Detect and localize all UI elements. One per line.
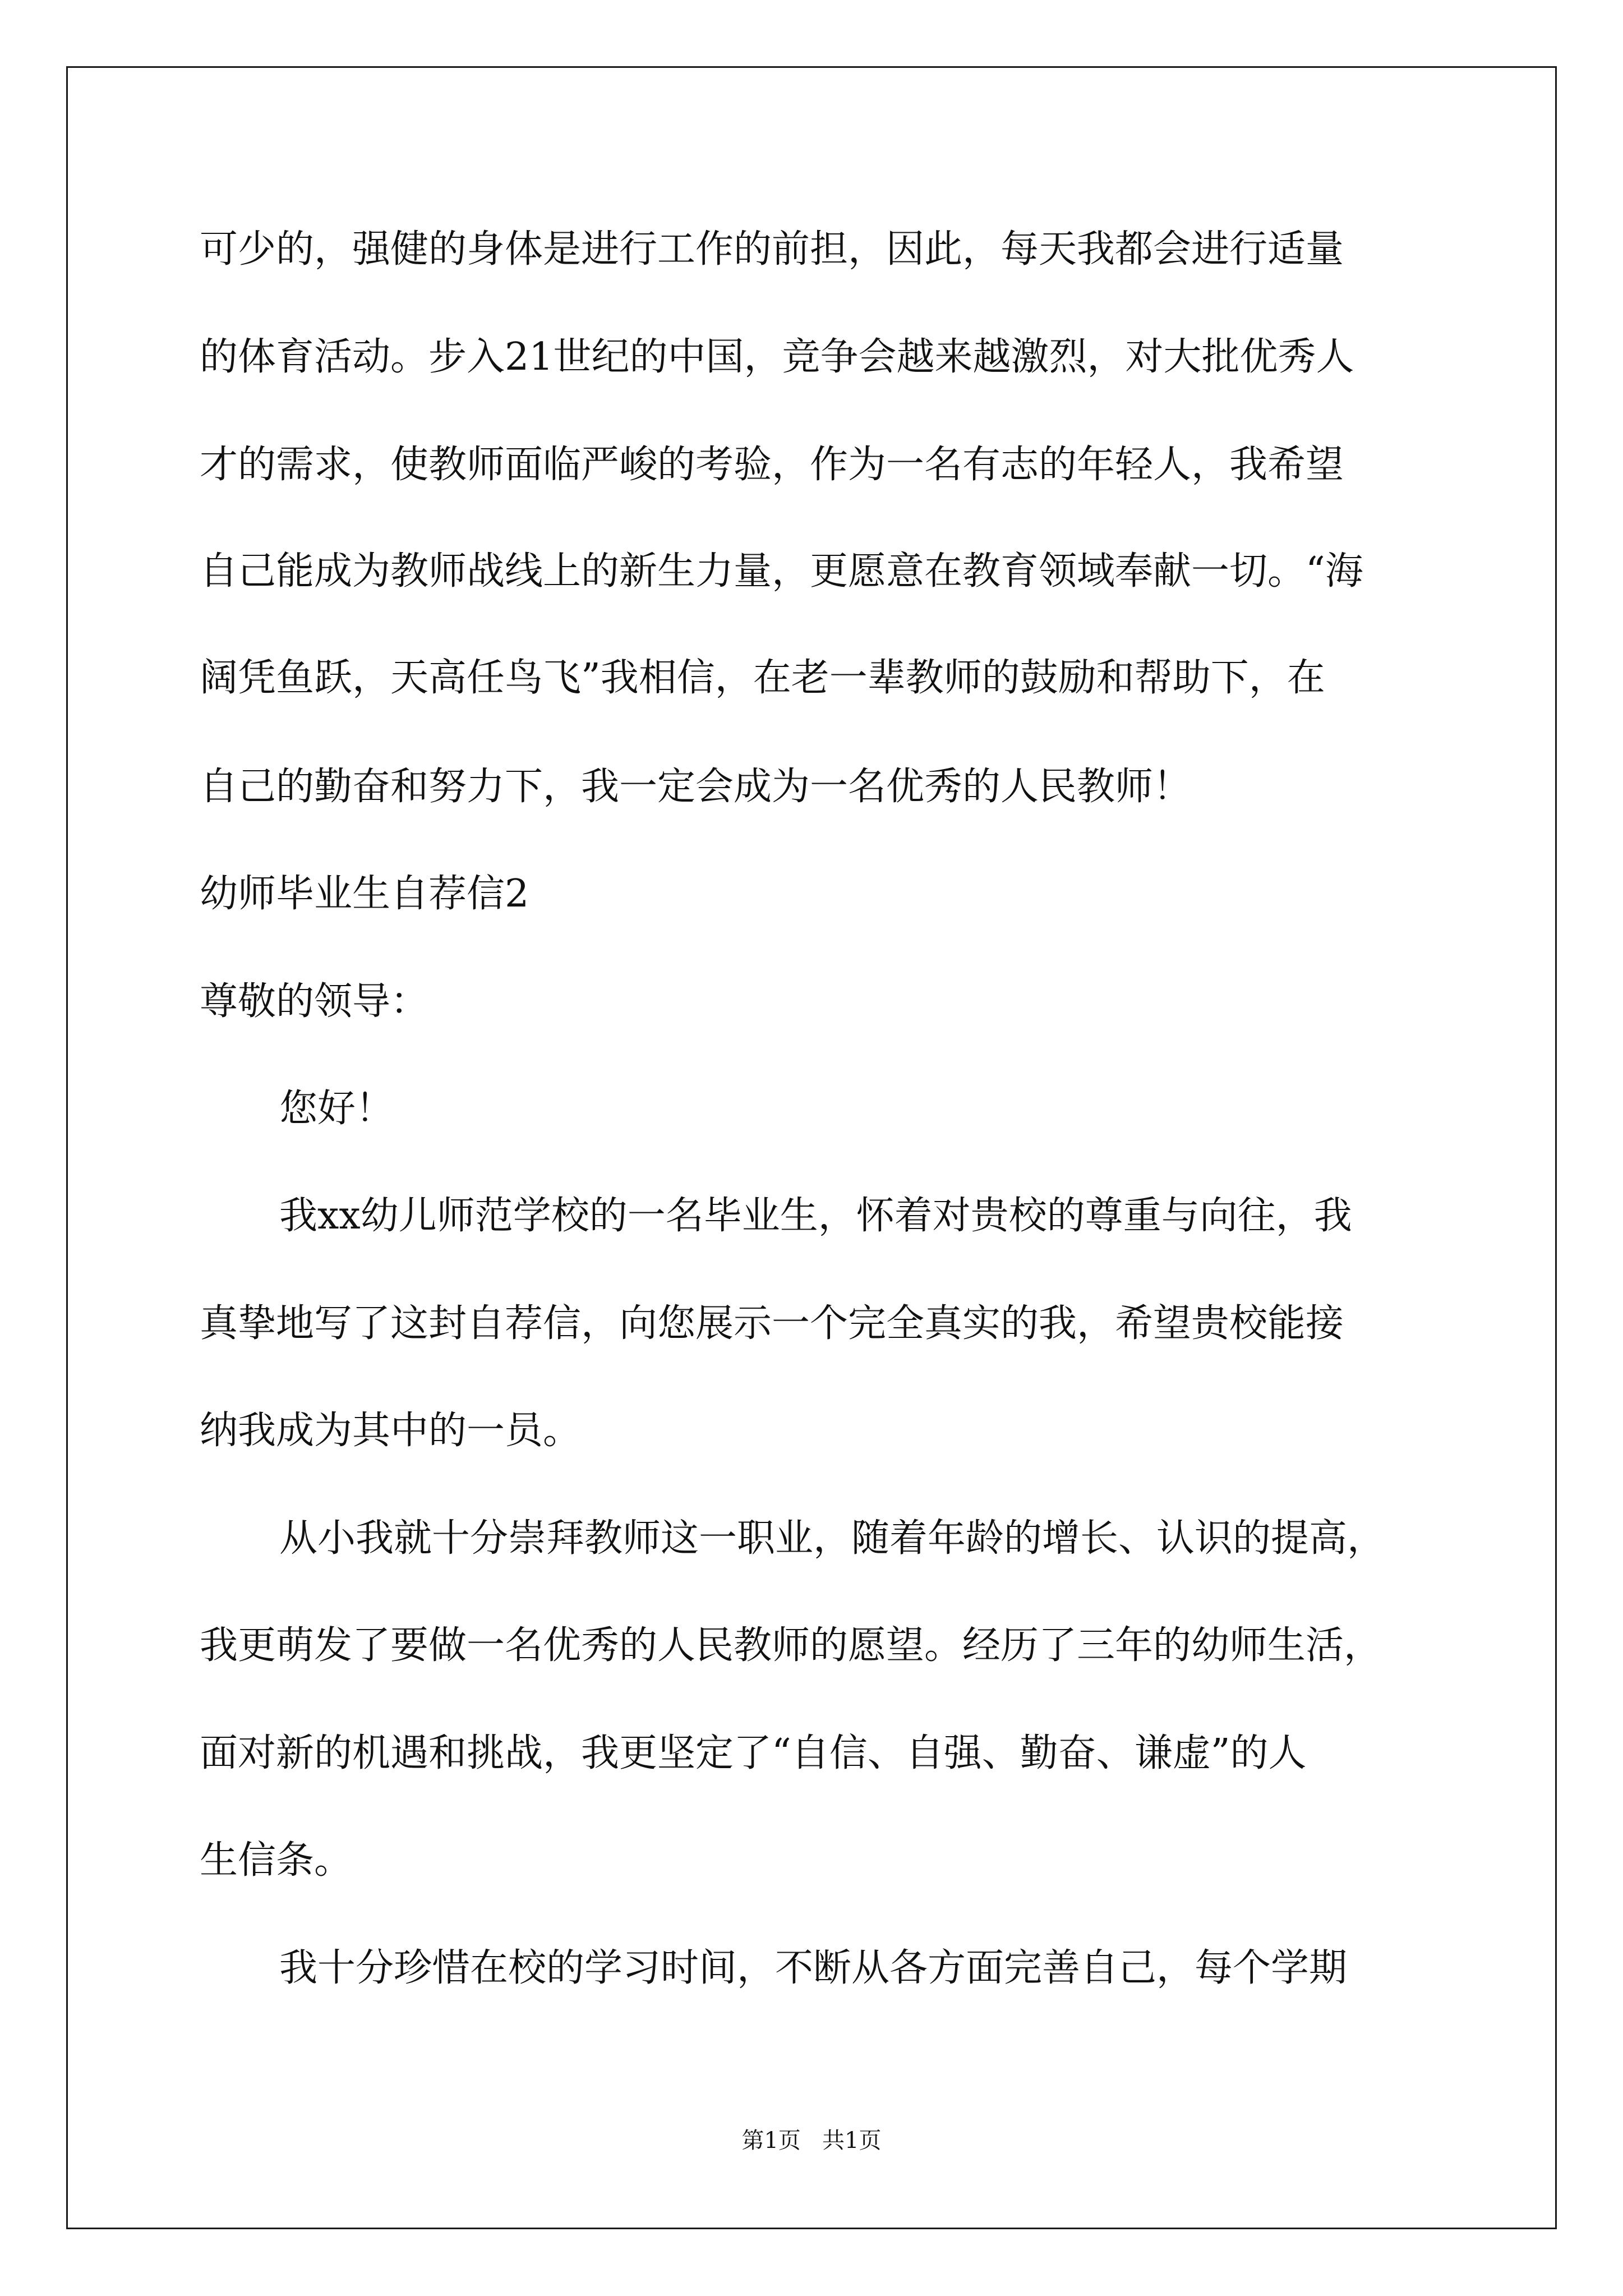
text-line-14: 我更萌发了要做一名优秀的人民教师的愿望。经历了三年的幼师生活， [200, 1623, 1382, 1668]
text-line-5: 阔凭鱼跃，天高任鸟飞”我相信，在老一辈教师的鼓励和帮助下，在 [200, 656, 1325, 700]
text-line-1: 可少的，强健的身体是进行工作的前担，因此，每天我都会进行适量 [200, 227, 1344, 272]
text-line-10: 我xx幼儿师范学校的一名毕业生，怀着对贵校的尊重与向往，我 [279, 1194, 1352, 1238]
text-line-3: 才的需求，使教师面临严峻的考验，作为一名有志的年轻人，我希望 [200, 443, 1344, 487]
section-heading: 幼师毕业生自荐信2 [200, 872, 529, 916]
text-line-4: 自己能成为教师战线上的新生力量，更愿意在教育领域奉献一切。“海 [200, 549, 1363, 593]
page-footer: 第1页 共1页 [741, 2128, 882, 2154]
text-line-6: 自己的勤奋和努力下，我一定会成为一名优秀的人民教师！ [200, 765, 1192, 809]
page-border [66, 66, 1557, 2229]
text-line-13: 从小我就十分崇拜教师这一职业，随着年龄的增长、认识的提高， [279, 1516, 1386, 1561]
text-line-12: 纳我成为其中的一员。 [200, 1409, 582, 1453]
salutation: 尊敬的领导： [200, 979, 429, 1024]
greeting: 您好！ [279, 1087, 394, 1131]
text-line-2: 的体育活动。步入21世纪的中国，竞争会越来越激烈，对大批优秀人 [200, 335, 1354, 379]
text-line-11: 真挚地写了这封自荐信，向您展示一个完全真实的我，希望贵校能接 [200, 1301, 1344, 1346]
text-line-16: 生信条。 [200, 1838, 353, 1883]
text-line-17: 我十分珍惜在校的学习时间，不断从各方面完善自己，每个学期 [279, 1946, 1348, 1990]
text-line-15: 面对新的机遇和挑战，我更坚定了“自信、自强、勤奋、谦虚”的人 [200, 1731, 1307, 1775]
